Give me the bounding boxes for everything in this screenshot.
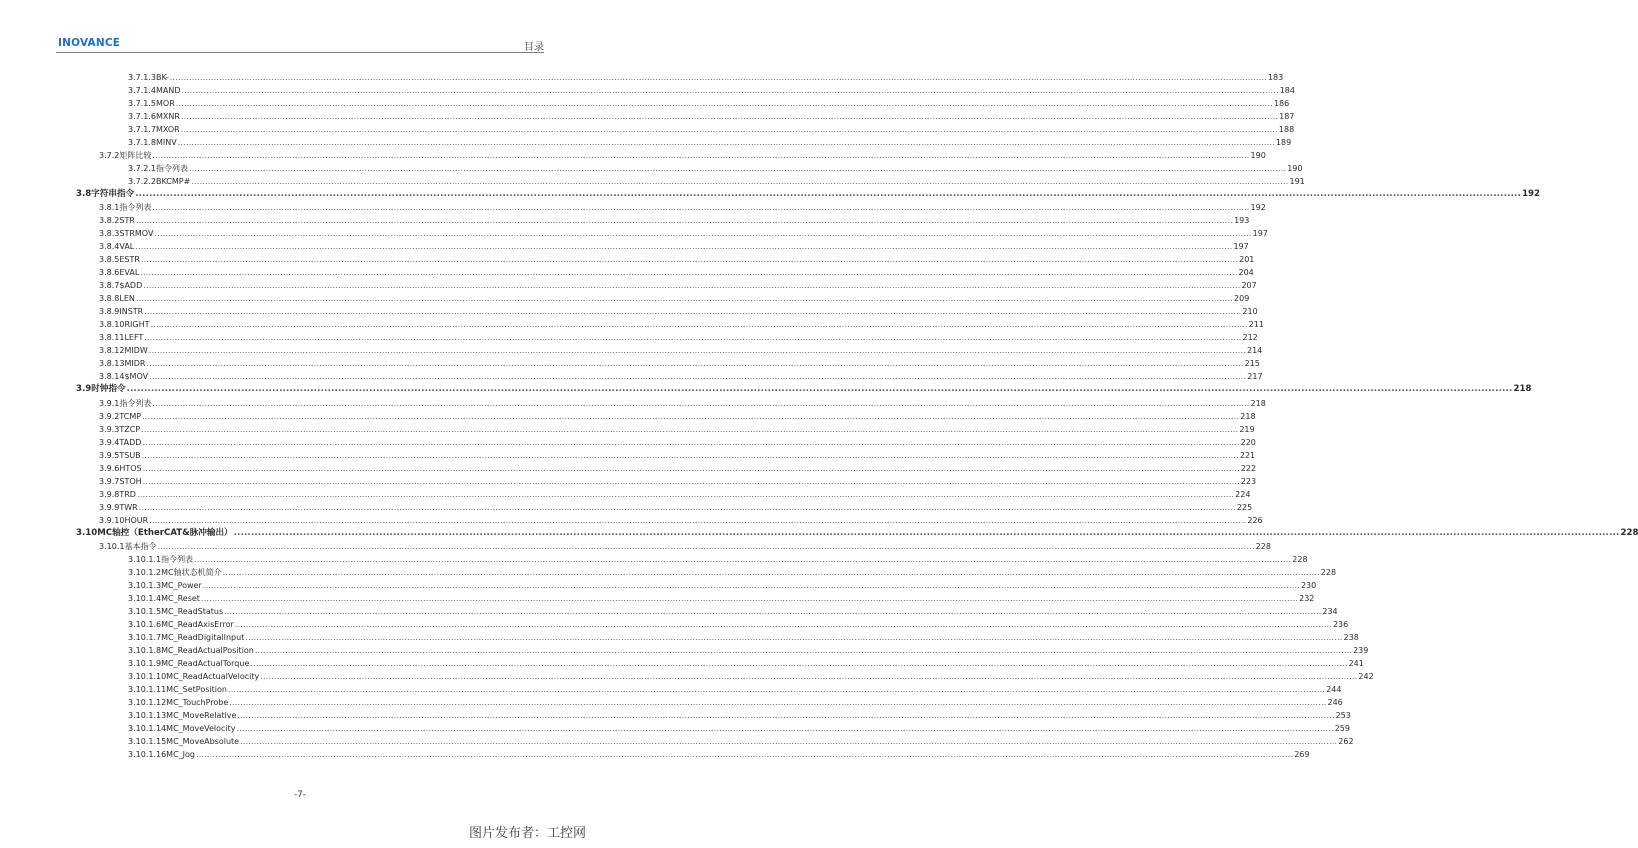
toc-entry-page: 262 xyxy=(1338,737,1354,747)
toc-entry-title: MC_ReadStatus xyxy=(161,607,224,617)
toc-entry-page: 228 xyxy=(1292,555,1308,565)
toc-entry-number: 3.10.1.6 xyxy=(128,620,162,630)
toc-entry[interactable] xyxy=(0,136,1292,149)
toc-entry-number: 3.8.5 xyxy=(99,255,120,265)
toc-entry[interactable] xyxy=(0,240,1249,253)
toc-entry-title: LEFT xyxy=(124,333,144,343)
toc-entry[interactable] xyxy=(0,592,1315,605)
dot-leader: ................................................................................................................................................................................................................................................................................................................................................................................................................ xyxy=(234,620,1332,630)
toc-entry-page: 188 xyxy=(1278,125,1295,134)
dot-leader: ................................................................................................................................................................................................................................................................................................................................................................................................................ xyxy=(148,346,1246,356)
toc-entry-title: MIDW xyxy=(124,346,148,356)
toc-entry-title: 指令列表 xyxy=(119,203,152,213)
dot-leader: ................................................................................................................................................................................................................................................................................................................................................................................................................ xyxy=(135,242,1233,252)
toc-entry-number: 3.9.3 xyxy=(99,424,120,434)
page-number: -7- xyxy=(294,790,306,800)
toc-entry-title: MC_ReadActualVelocity xyxy=(166,672,260,682)
toc-entry-title: MC轴控（EtherCAT&脉冲输出） xyxy=(97,527,233,538)
toc-entry[interactable] xyxy=(0,748,1310,761)
dot-leader: ................................................................................................................................................................................................................................................................................................................................................................................................................ xyxy=(140,268,1238,278)
dot-leader: ................................................................................................................................................................................................................................................................................................................................................................................................................ xyxy=(177,138,1275,147)
toc-entry[interactable] xyxy=(0,605,1338,618)
dot-leader: ................................................................................................................................................................................................................................................................................................................................................................................................................ xyxy=(144,307,1242,317)
toc-entry[interactable] xyxy=(0,566,1337,579)
toc-entry-page: 236 xyxy=(1332,620,1349,630)
toc-entry[interactable] xyxy=(0,383,1532,396)
toc-entry-page: 197 xyxy=(1233,242,1249,252)
toc-entry-title: TWR xyxy=(119,502,138,512)
toc-entry-page: 187 xyxy=(1279,112,1295,121)
toc-entry[interactable] xyxy=(0,162,1303,175)
dot-leader: ................................................................................................................................................................................................................................................................................................................................................................................................................ xyxy=(224,607,1322,617)
dot-leader: ................................................................................................................................................................................................................................................................................................................................................................................................................ xyxy=(227,685,1326,695)
toc-entry[interactable] xyxy=(0,553,1308,566)
toc-entry-number: 3.8.10 xyxy=(99,320,125,330)
toc-entry[interactable] xyxy=(0,501,1253,514)
toc-entry-number: 3.7.1.3 xyxy=(128,73,156,82)
toc-entry-page: 204 xyxy=(1238,268,1254,278)
toc-entry[interactable] xyxy=(0,266,1254,279)
toc-entry-number: 3.9.4 xyxy=(99,437,120,447)
toc-entry[interactable] xyxy=(0,149,1266,162)
toc-entry-title: 基本指令 xyxy=(124,542,157,552)
toc-entry-title: MC_ReadAxisError xyxy=(161,620,234,630)
dot-leader: ................................................................................................................................................................................................................................................................................................................................................................................................................ xyxy=(181,86,1279,95)
dot-leader: ................................................................................................................................................................................................................................................................................................................................................................................................................ xyxy=(149,515,1247,525)
toc-entry-number: 3.9.8 xyxy=(99,489,120,499)
toc-entry-title: LEN xyxy=(119,294,135,304)
toc-entry-number: 3.9.1 xyxy=(99,398,120,408)
toc-entry-page: 238 xyxy=(1343,633,1359,643)
dot-leader: ................................................................................................................................................................................................................................................................................................................................................................................................................ xyxy=(191,177,1289,186)
toc-entry-title: MXOR xyxy=(156,125,180,134)
toc-entry-page: 269 xyxy=(1294,750,1310,760)
toc-entry-page: 219 xyxy=(1239,424,1255,434)
toc-entry-title: STR xyxy=(119,216,135,226)
toc-entry-page: 253 xyxy=(1335,711,1351,721)
dot-leader: ................................................................................................................................................................................................................................................................................................................................................................................................................ xyxy=(152,398,1250,408)
toc-entry[interactable] xyxy=(0,305,1258,318)
toc-entry[interactable] xyxy=(0,175,1305,188)
toc-entry[interactable] xyxy=(0,540,1271,553)
dot-leader: ................................................................................................................................................................................................................................................................................................................................................................................................................ xyxy=(138,502,1236,512)
toc-entry-number: 3.7.2.2 xyxy=(128,177,156,186)
header-divider xyxy=(56,52,544,53)
dot-leader: ................................................................................................................................................................................................................................................................................................................................................................................................................ xyxy=(250,659,1348,669)
toc-entry-title: TADD xyxy=(119,437,142,447)
dot-leader: ................................................................................................................................................................................................................................................................................................................................................................................................................ xyxy=(144,333,1242,343)
toc-entry-number: 3.8.12 xyxy=(99,346,125,356)
toc-entry[interactable] xyxy=(0,670,1374,683)
toc-entry-number: 3.10.1.9 xyxy=(128,659,162,669)
toc-entry-title: MC_MoveRelative xyxy=(166,711,237,721)
toc-entry[interactable] xyxy=(0,410,1256,423)
toc-entry[interactable] xyxy=(0,527,1638,540)
toc-entry-number: 3.8.9 xyxy=(99,307,120,317)
toc-entry-title: 指令列表 xyxy=(161,555,194,565)
toc-entry[interactable] xyxy=(0,722,1350,735)
toc-entry-title: 指令列表 xyxy=(156,164,188,173)
toc-entry-page: 234 xyxy=(1322,607,1338,617)
dot-leader: ................................................................................................................................................................................................................................................................................................................................................................................................................ xyxy=(154,229,1252,239)
toc-entry[interactable] xyxy=(0,214,1250,227)
toc-entry[interactable] xyxy=(0,436,1256,449)
toc-entry[interactable] xyxy=(0,423,1255,436)
dot-leader: ................................................................................................................................................................................................................................................................................................................................................................................................................ xyxy=(135,294,1234,304)
toc-entry-title: HTOS xyxy=(119,463,142,473)
dot-leader: ................................................................................................................................................................................................................................................................................................................................................................................................................ xyxy=(150,320,1248,330)
toc-entry[interactable] xyxy=(0,344,1263,357)
page-header xyxy=(0,0,600,60)
dot-leader: ................................................................................................................................................................................................................................................................................................................................................................................................................ xyxy=(175,99,1273,108)
toc-entry-number: 3.10.1.8 xyxy=(128,646,162,656)
toc-entry-page: 226 xyxy=(1247,515,1263,525)
dot-leader: ................................................................................................................................................................................................................................................................................................................................................................................................................ xyxy=(157,542,1255,552)
toc-entry-number: 3.8.4 xyxy=(99,242,120,252)
toc-entry-title: TRD xyxy=(119,489,136,499)
toc-entry-title: MC轴状态机简介 xyxy=(161,568,222,578)
toc-entry-title: MC_ReadDigitalInput xyxy=(161,633,245,643)
toc-entry-page: 201 xyxy=(1239,255,1255,265)
toc-entry-number: 3.9.5 xyxy=(99,450,120,460)
dot-leader: ................................................................................................................................................................................................................................................................................................................................................................................................................ xyxy=(142,476,1240,486)
toc-entry-page: 242 xyxy=(1358,672,1374,682)
toc-entry-title: EVAL xyxy=(119,268,140,278)
toc-entry[interactable] xyxy=(0,683,1342,696)
dot-leader: ................................................................................................................................................................................................................................................................................................................................................................................................................ xyxy=(240,737,1338,747)
toc-entry-number: 3.10.1.3 xyxy=(128,581,162,591)
toc-entry[interactable] xyxy=(0,475,1257,488)
dot-leader: ................................................................................................................................................................................................................................................................................................................................................................................................................ xyxy=(136,489,1235,499)
toc-entry-number: 3.10.1.13 xyxy=(128,711,167,721)
toc-entry-title: HOUR xyxy=(124,515,149,525)
toc-entry[interactable] xyxy=(0,279,1257,292)
toc-entry-number: 3.10.1.5 xyxy=(128,607,162,617)
toc-entry-title: VAL xyxy=(119,242,135,252)
section-title: 目录 xyxy=(524,42,544,53)
toc-entry-number: 3.8.13 xyxy=(99,359,125,369)
toc-entry[interactable] xyxy=(0,397,1266,410)
toc-entry-title: MC_TouchProbe xyxy=(166,698,229,708)
dot-leader: ................................................................................................................................................................................................................................................................................................................................................................................................................ xyxy=(202,581,1300,591)
toc-entry-number: 3.9.2 xyxy=(99,411,120,421)
toc-entry-page: 214 xyxy=(1246,346,1263,356)
toc-entry-title: MC_Reset xyxy=(161,594,200,604)
toc-entry-number: 3.10.1.11 xyxy=(128,685,167,695)
dot-leader: ................................................................................................................................................................................................................................................................................................................................................................................................................ xyxy=(149,372,1247,382)
toc-entry-page: 192 xyxy=(1522,189,1541,199)
toc-entry-number: 3.7.1.5 xyxy=(128,99,156,108)
toc-entry-number: 3.10.1.1 xyxy=(128,555,162,565)
toc-entry-number: 3.10.1.12 xyxy=(128,698,167,708)
toc-entry-number: 3.8.7 xyxy=(99,281,120,291)
toc-entry-page: 189 xyxy=(1275,138,1292,147)
toc-entry-title: BKCMP# xyxy=(156,177,191,186)
toc-entry-title: 矩阵比较 xyxy=(119,151,152,160)
toc-entry[interactable] xyxy=(0,449,1256,462)
toc-entry-title: TSUB xyxy=(119,450,141,460)
toc-entry-number: 3.7.1.4 xyxy=(128,86,156,95)
toc-entry[interactable] xyxy=(0,618,1349,631)
toc-entry[interactable] xyxy=(0,696,1343,709)
toc-entry-title: MC_MoveVelocity xyxy=(166,724,236,734)
toc-entry[interactable] xyxy=(0,735,1354,748)
toc-entry-page: 191 xyxy=(1289,177,1305,186)
toc-entry-number: 3.9.7 xyxy=(99,476,120,486)
toc-entry-title: $MOV xyxy=(124,372,149,382)
toc-entry-number: 3.9 xyxy=(76,384,92,395)
toc-entry-title: STRMOV xyxy=(119,229,154,239)
toc-entry-number: 3.10.1.7 xyxy=(128,633,162,643)
dot-leader: ................................................................................................................................................................................................................................................................................................................................................................................................................ xyxy=(260,672,1358,682)
toc-entry-title: TCMP xyxy=(119,411,142,421)
dot-leader: ................................................................................................................................................................................................................................................................................................................................................................................................................ xyxy=(152,203,1250,213)
toc-entry[interactable] xyxy=(0,227,1268,240)
toc-entry-title: MOR xyxy=(156,99,175,108)
toc-entry-number: 3.8.14 xyxy=(99,372,125,382)
toc-entry-page: 190 xyxy=(1250,151,1266,160)
toc-entry-title: MC_Power xyxy=(161,581,202,591)
toc-entry-page: 224 xyxy=(1235,489,1251,499)
toc-entry-number: 3.7.1.7 xyxy=(128,125,156,134)
toc-entry-number: 3.8.2 xyxy=(99,216,120,226)
toc-entry-number: 3.9.9 xyxy=(99,502,120,512)
dot-leader: ................................................................................................................................................................................................................................................................................................................................................................................................................ xyxy=(254,646,1353,656)
dot-leader: ................................................................................................................................................................................................................................................................................................................................................................................................................ xyxy=(200,594,1299,604)
inovance-logo: INOVANCE xyxy=(58,37,121,49)
toc-entry-number: 3.8.1 xyxy=(99,203,120,213)
toc-entry-number: 3.10 xyxy=(76,527,98,538)
dot-leader: ................................................................................................................................................................................................................................................................................................................................................................................................................ xyxy=(233,527,1620,538)
dot-leader: ................................................................................................................................................................................................................................................................................................................................................................................................................ xyxy=(142,463,1240,473)
toc-entry-number: 3.10.1 xyxy=(99,542,125,552)
toc-entry-title: MINV xyxy=(156,138,177,147)
toc-entry-page: 232 xyxy=(1299,594,1315,604)
toc-entry[interactable] xyxy=(0,71,1284,84)
toc-entry-title: MAND xyxy=(156,86,181,95)
dot-leader: ................................................................................................................................................................................................................................................................................................................................................................................................................ xyxy=(126,384,1513,395)
toc-entry-number: 3.8.11 xyxy=(99,333,125,343)
toc-entry-page: 193 xyxy=(1234,216,1250,226)
dot-leader: ................................................................................................................................................................................................................................................................................................................................................................................................................ xyxy=(222,568,1320,578)
toc-entry[interactable] xyxy=(0,357,1260,370)
toc-entry-page: 215 xyxy=(1244,359,1260,369)
toc-entry[interactable] xyxy=(0,188,1541,201)
toc-entry-number: 3.9.10 xyxy=(99,515,125,525)
dot-leader: ................................................................................................................................................................................................................................................................................................................................................................................................................ xyxy=(142,411,1240,421)
toc-entry-page: 207 xyxy=(1241,281,1257,291)
toc-entry[interactable] xyxy=(0,709,1351,722)
table-of-contents xyxy=(0,71,1638,761)
toc-entry-number: 3.8 xyxy=(76,189,92,199)
toc-entry-page: 183 xyxy=(1267,73,1284,82)
toc-entry-page: 230 xyxy=(1300,581,1317,591)
toc-entry[interactable] xyxy=(0,201,1266,214)
dot-leader: ................................................................................................................................................................................................................................................................................................................................................................................................................ xyxy=(245,633,1343,643)
toc-entry-page: 259 xyxy=(1334,724,1350,734)
toc-entry[interactable] xyxy=(0,318,1264,331)
toc-entry-number: 3.8.8 xyxy=(99,294,120,304)
toc-entry-title: MIDR xyxy=(124,359,146,369)
toc-entry-page: 190 xyxy=(1287,164,1303,173)
dot-leader: ................................................................................................................................................................................................................................................................................................................................................................................................................ xyxy=(135,189,1522,199)
toc-entry[interactable] xyxy=(0,514,1263,527)
dot-leader: ................................................................................................................................................................................................................................................................................................................................................................................................................ xyxy=(180,112,1279,121)
toc-entry-title: MC_ReadActualTorque xyxy=(161,659,250,669)
dot-leader: ................................................................................................................................................................................................................................................................................................................................................................................................................ xyxy=(141,450,1239,460)
toc-entry-page: 217 xyxy=(1247,372,1263,382)
toc-entry-page: 241 xyxy=(1348,659,1364,669)
toc-entry-title: BK- xyxy=(156,73,169,82)
toc-entry-number: 3.10.1.16 xyxy=(128,750,167,760)
toc-entry[interactable] xyxy=(0,110,1295,123)
toc-entry-number: 3.10.1.10 xyxy=(128,672,167,682)
dot-leader: ................................................................................................................................................................................................................................................................................................................................................................................................................ xyxy=(189,164,1287,173)
toc-entry-page: 209 xyxy=(1234,294,1250,304)
toc-entry-page: 210 xyxy=(1242,307,1258,317)
toc-entry-number: 3.8.3 xyxy=(99,229,120,239)
toc-entry-page: 212 xyxy=(1242,333,1258,343)
dot-leader: ................................................................................................................................................................................................................................................................................................................................................................................................................ xyxy=(135,216,1234,226)
toc-entry-page: 225 xyxy=(1236,502,1253,512)
toc-entry-page: 228 xyxy=(1620,527,1638,538)
dot-leader: ................................................................................................................................................................................................................................................................................................................................................................................................................ xyxy=(194,555,1292,565)
toc-entry[interactable] xyxy=(0,579,1317,592)
dot-leader: ................................................................................................................................................................................................................................................................................................................................................................................................................ xyxy=(229,698,1327,708)
toc-entry-title: $ADD xyxy=(119,281,143,291)
dot-leader: ................................................................................................................................................................................................................................................................................................................................................................................................................ xyxy=(152,151,1250,160)
toc-entry[interactable] xyxy=(0,331,1258,344)
toc-entry-title: 指令列表 xyxy=(119,398,152,408)
toc-entry[interactable] xyxy=(0,657,1364,670)
toc-entry-page: 239 xyxy=(1353,646,1369,656)
toc-entry-number: 3.7.2.1 xyxy=(128,164,156,173)
toc-entry-number: 3.10.1.4 xyxy=(128,594,162,604)
toc-entry-page: 246 xyxy=(1327,698,1343,708)
toc-entry-title: MC_ReadActualPosition xyxy=(161,646,254,656)
toc-entry-title: MC_MoveAbsolute xyxy=(166,737,240,747)
toc-entry[interactable] xyxy=(0,488,1251,501)
toc-entry-number: 3.7.1.8 xyxy=(128,138,156,147)
dot-leader: ................................................................................................................................................................................................................................................................................................................................................................................................................ xyxy=(143,281,1241,291)
toc-entry-page: 220 xyxy=(1240,437,1256,447)
dot-leader: ................................................................................................................................................................................................................................................................................................................................................................................................................ xyxy=(142,437,1240,447)
toc-entry-page: 186 xyxy=(1273,99,1290,108)
toc-entry-page: 228 xyxy=(1320,568,1337,578)
toc-entry-page: 197 xyxy=(1252,229,1268,239)
toc-entry[interactable] xyxy=(0,462,1257,475)
toc-entry-page: 218 xyxy=(1240,411,1256,421)
toc-entry-number: 3.7.1.6 xyxy=(128,112,156,121)
toc-entry-number: 3.9.6 xyxy=(99,463,120,473)
dot-leader: ................................................................................................................................................................................................................................................................................................................................................................................................................ xyxy=(146,359,1244,369)
toc-entry[interactable] xyxy=(0,253,1255,266)
dot-leader: ................................................................................................................................................................................................................................................................................................................................................................................................................ xyxy=(196,750,1294,760)
dot-leader: ................................................................................................................................................................................................................................................................................................................................................................................................................ xyxy=(141,424,1239,434)
dot-leader: ................................................................................................................................................................................................................................................................................................................................................................................................................ xyxy=(237,711,1335,721)
toc-entry[interactable] xyxy=(0,370,1263,383)
toc-entry-page: 244 xyxy=(1326,685,1342,695)
toc-entry-title: MC_SetPosition xyxy=(166,685,227,695)
dot-leader: ................................................................................................................................................................................................................................................................................................................................................................................................................ xyxy=(169,73,1267,82)
toc-entry[interactable] xyxy=(0,644,1369,657)
toc-entry-title: MXNR xyxy=(156,112,180,121)
toc-entry[interactable] xyxy=(0,84,1295,97)
toc-entry[interactable] xyxy=(0,631,1359,644)
dot-leader: ................................................................................................................................................................................................................................................................................................................................................................................................................ xyxy=(236,724,1334,734)
toc-entry-page: 221 xyxy=(1239,450,1256,460)
toc-entry-title: RIGHT xyxy=(124,320,150,330)
toc-entry-number: 3.10.1.2 xyxy=(128,568,162,578)
toc-entry-title: 时钟指令 xyxy=(91,384,126,395)
toc-entry[interactable] xyxy=(0,97,1290,110)
toc-entry[interactable] xyxy=(0,123,1295,136)
toc-entry-page: 211 xyxy=(1248,320,1264,330)
toc-entry-page: 222 xyxy=(1240,463,1257,473)
toc-entry-page: 228 xyxy=(1255,542,1271,552)
toc-entry-page: 218 xyxy=(1250,398,1266,408)
dot-leader: ................................................................................................................................................................................................................................................................................................................................................................................................................ xyxy=(140,255,1239,265)
toc-entry-number: 3.10.1.14 xyxy=(128,724,167,734)
toc-entry-page: 223 xyxy=(1240,476,1257,486)
toc-entry-number: 3.10.1.15 xyxy=(128,737,167,747)
toc-entry-number: 3.8.6 xyxy=(99,268,120,278)
toc-entry-number: 3.7.2 xyxy=(99,151,120,160)
toc-entry-title: STOH xyxy=(119,476,142,486)
toc-entry-title: MC_Jog xyxy=(166,750,195,760)
toc-entry-title: 字符串指令 xyxy=(91,189,135,199)
toc-entry-title: INSTR xyxy=(119,307,144,317)
toc-entry-title: ESTR xyxy=(119,255,140,265)
toc-entry-title: TZCP xyxy=(119,424,141,434)
toc-entry-page: 218 xyxy=(1513,384,1532,395)
toc-entry-page: 184 xyxy=(1279,86,1295,95)
toc-entry[interactable] xyxy=(0,292,1250,305)
toc-entry-page: 192 xyxy=(1250,203,1266,213)
watermark-text: 图片发布者：工控网 xyxy=(468,826,586,841)
dot-leader: ................................................................................................................................................................................................................................................................................................................................................................................................................ xyxy=(180,125,1278,134)
